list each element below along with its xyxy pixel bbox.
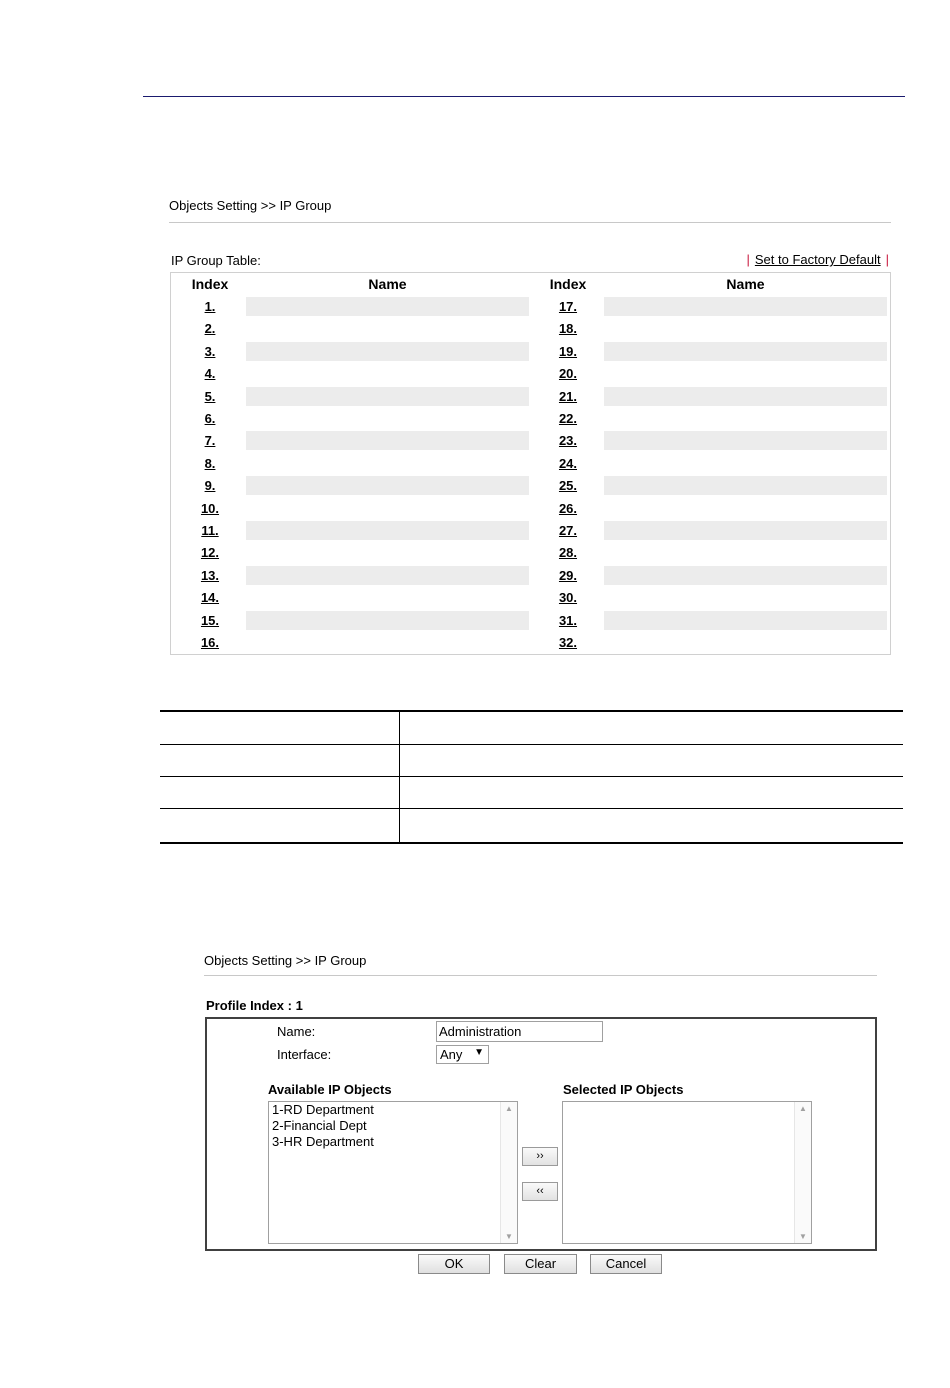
available-options bbox=[269, 1102, 517, 1150]
index-link[interactable]: 25. bbox=[558, 478, 578, 493]
name-cell bbox=[604, 297, 887, 316]
index-link[interactable]: 1. bbox=[204, 299, 216, 314]
name-cell bbox=[604, 319, 887, 338]
header-index-right: Index bbox=[549, 276, 587, 292]
index-link[interactable]: 2. bbox=[204, 321, 216, 336]
index-link[interactable]: 13. bbox=[200, 568, 220, 583]
move-left-button[interactable]: ‹‹ bbox=[522, 1182, 558, 1201]
index-link[interactable]: 10. bbox=[200, 501, 220, 516]
header-index-left: Index bbox=[191, 276, 229, 292]
header-name-left: Name bbox=[368, 276, 407, 292]
page-top-rule bbox=[143, 96, 905, 97]
index-link[interactable]: 20. bbox=[558, 366, 578, 381]
name-cell bbox=[246, 633, 529, 652]
name-cell bbox=[604, 342, 887, 361]
name-cell bbox=[604, 454, 887, 473]
profile-index-label: Profile Index : 1 bbox=[206, 998, 303, 1013]
scrollbar[interactable] bbox=[500, 1102, 517, 1243]
chevron-down-icon: ▼ bbox=[474, 1047, 484, 1058]
interface-selected-value: Any bbox=[440, 1047, 463, 1062]
name-cell bbox=[246, 499, 529, 518]
table-rule-top bbox=[160, 710, 903, 712]
breadcrumb-rule bbox=[169, 222, 891, 223]
name-cell bbox=[604, 633, 887, 652]
name-cell bbox=[246, 387, 529, 406]
factory-default-link-group bbox=[741, 252, 889, 267]
ok-button[interactable]: OK bbox=[418, 1254, 490, 1274]
name-cell bbox=[246, 611, 529, 630]
name-cell bbox=[246, 409, 529, 428]
name-label: Name: bbox=[277, 1024, 316, 1039]
index-link[interactable]: 9. bbox=[204, 478, 216, 493]
index-link[interactable]: 11. bbox=[201, 523, 219, 538]
cancel-button[interactable]: Cancel bbox=[590, 1254, 662, 1274]
name-cell bbox=[604, 543, 887, 562]
index-link[interactable]: 17. bbox=[558, 299, 578, 314]
index-link[interactable]: 7. bbox=[204, 433, 216, 448]
name-cell bbox=[246, 476, 529, 495]
name-cell bbox=[246, 297, 529, 316]
table-rule bbox=[160, 776, 903, 777]
available-ip-objects-list[interactable] bbox=[268, 1101, 518, 1244]
scroll-down-icon[interactable]: ▼ bbox=[505, 1232, 513, 1241]
name-cell bbox=[604, 364, 887, 383]
index-link[interactable]: 15. bbox=[200, 613, 220, 628]
index-link[interactable]: 28. bbox=[558, 545, 578, 560]
set-to-factory-default-link[interactable]: Set to Factory Default bbox=[754, 252, 881, 267]
selected-ip-objects-list[interactable] bbox=[562, 1101, 812, 1244]
index-link[interactable]: 14. bbox=[200, 590, 220, 605]
index-link[interactable]: 32. bbox=[558, 635, 578, 650]
index-link[interactable]: 30. bbox=[558, 590, 578, 605]
list-item[interactable]: 3-HR Department bbox=[272, 1134, 374, 1149]
table-rule-bottom bbox=[160, 842, 903, 844]
name-cell bbox=[604, 611, 887, 630]
index-link[interactable]: 26. bbox=[558, 501, 578, 516]
name-cell bbox=[246, 588, 529, 607]
interface-select[interactable] bbox=[436, 1045, 489, 1064]
index-link[interactable]: 16. bbox=[200, 635, 220, 650]
header-name-right: Name bbox=[726, 276, 765, 292]
name-cell bbox=[246, 342, 529, 361]
interface-label: Interface: bbox=[277, 1047, 332, 1062]
name-cell bbox=[604, 499, 887, 518]
index-link[interactable]: 19. bbox=[558, 344, 578, 359]
index-link[interactable]: 18. bbox=[558, 321, 578, 336]
separator: | bbox=[885, 252, 889, 267]
table-rule bbox=[160, 744, 903, 745]
name-cell bbox=[246, 543, 529, 562]
index-link[interactable]: 23. bbox=[558, 433, 578, 448]
index-link[interactable]: 3. bbox=[204, 344, 216, 359]
scroll-up-icon[interactable]: ▲ bbox=[505, 1104, 513, 1113]
index-link[interactable]: 27. bbox=[558, 523, 578, 538]
table-title: IP Group Table: bbox=[171, 253, 261, 268]
index-link[interactable]: 24. bbox=[558, 456, 578, 471]
index-link[interactable]: 8. bbox=[204, 456, 216, 471]
move-right-button[interactable]: ›› bbox=[522, 1147, 558, 1166]
selected-ip-objects-label: Selected IP Objects bbox=[563, 1082, 684, 1097]
name-cell bbox=[246, 521, 529, 540]
name-cell bbox=[246, 319, 529, 338]
available-ip-objects-label: Available IP Objects bbox=[268, 1082, 392, 1097]
list-item[interactable]: 1-RD Department bbox=[272, 1102, 374, 1117]
index-link[interactable]: 5. bbox=[204, 389, 216, 404]
name-cell bbox=[604, 409, 887, 428]
index-link[interactable]: 31. bbox=[558, 613, 578, 628]
clear-button[interactable]: Clear bbox=[504, 1254, 577, 1274]
breadcrumb-profile: Objects Setting >> IP Group bbox=[204, 953, 367, 968]
breadcrumb-rule bbox=[204, 975, 877, 976]
name-input[interactable] bbox=[436, 1021, 603, 1042]
index-link[interactable]: 29. bbox=[558, 568, 578, 583]
name-cell bbox=[604, 387, 887, 406]
table-column-divider bbox=[399, 710, 400, 844]
scroll-down-icon[interactable]: ▼ bbox=[799, 1232, 807, 1241]
index-link[interactable]: 6. bbox=[204, 411, 216, 426]
name-cell bbox=[604, 431, 887, 450]
breadcrumb: Objects Setting >> IP Group bbox=[169, 198, 332, 213]
list-item[interactable]: 2-Financial Dept bbox=[272, 1118, 367, 1133]
scroll-up-icon[interactable]: ▲ bbox=[799, 1104, 807, 1113]
name-cell bbox=[246, 454, 529, 473]
name-cell bbox=[246, 566, 529, 585]
name-cell bbox=[604, 566, 887, 585]
separator: | bbox=[746, 252, 750, 267]
index-link[interactable]: 12. bbox=[200, 545, 220, 560]
name-cell bbox=[604, 476, 887, 495]
scrollbar[interactable] bbox=[794, 1102, 811, 1243]
index-link[interactable]: 4. bbox=[204, 366, 216, 381]
description-table bbox=[160, 710, 903, 844]
name-cell bbox=[246, 364, 529, 383]
name-cell bbox=[604, 588, 887, 607]
table-rule bbox=[160, 808, 903, 809]
name-cell bbox=[604, 521, 887, 540]
name-cell bbox=[246, 431, 529, 450]
index-link[interactable]: 22. bbox=[558, 411, 578, 426]
index-link[interactable]: 21. bbox=[558, 389, 578, 404]
